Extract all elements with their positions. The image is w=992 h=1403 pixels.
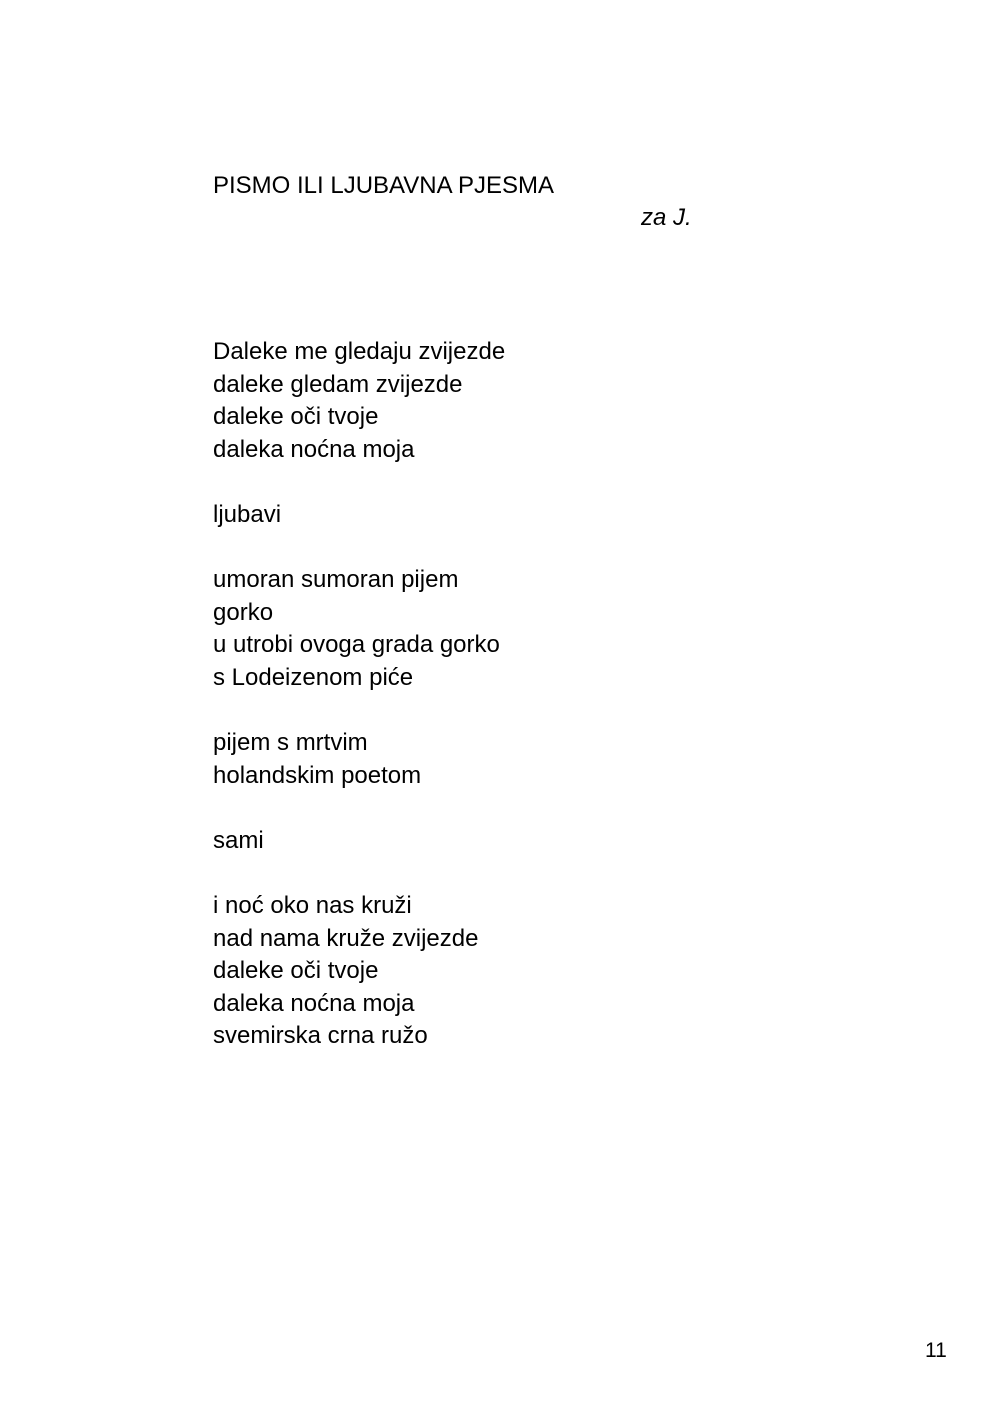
poem-line: svemirska crna ružo <box>213 1022 428 1050</box>
poem-line: Daleke me gledaju zvijezde <box>213 338 506 365</box>
poem-line: i noć oko nas kruži <box>213 892 412 920</box>
stanza <box>213 890 505 1053</box>
poem-line: pijem s mrtvim <box>213 729 368 757</box>
poem-line: daleke gledam zvijezde <box>213 370 463 398</box>
stanza-gap <box>213 792 505 825</box>
poem-line: daleke oči tvoje <box>213 403 379 431</box>
poem-line: daleke oči tvoje <box>213 957 379 985</box>
poem-line: umoran sumoran pijem <box>213 566 459 594</box>
stanza <box>213 499 505 532</box>
page-number: 11 <box>925 1339 947 1362</box>
stanza <box>213 825 505 858</box>
poem-line: sami <box>213 826 264 854</box>
stanza-gap <box>213 532 505 565</box>
poem-line: daleka noćna moja <box>213 989 415 1017</box>
poem-line: s Lodeizenom piće <box>213 663 414 691</box>
stanza <box>213 336 505 466</box>
poem-line: gorko <box>213 598 274 626</box>
poem-body <box>213 336 505 1053</box>
stanza-gap <box>213 466 505 499</box>
poem-line: ljubavi <box>213 500 282 528</box>
stanza-gap <box>213 695 505 728</box>
stanza-gap <box>213 858 505 891</box>
poem-line: nad nama kruže zvijezde <box>213 924 479 952</box>
stanza <box>213 564 505 694</box>
poem-line: holandskim poetom <box>213 761 422 789</box>
poem-dedication: za J. <box>641 204 692 231</box>
stanza <box>213 727 505 792</box>
poem-line: daleka noćna moja <box>213 435 415 463</box>
poem-title: PISMO ILI LJUBAVNA PJESMA <box>213 172 554 199</box>
poem-line: u utrobi ovoga grada gorko <box>213 631 500 659</box>
